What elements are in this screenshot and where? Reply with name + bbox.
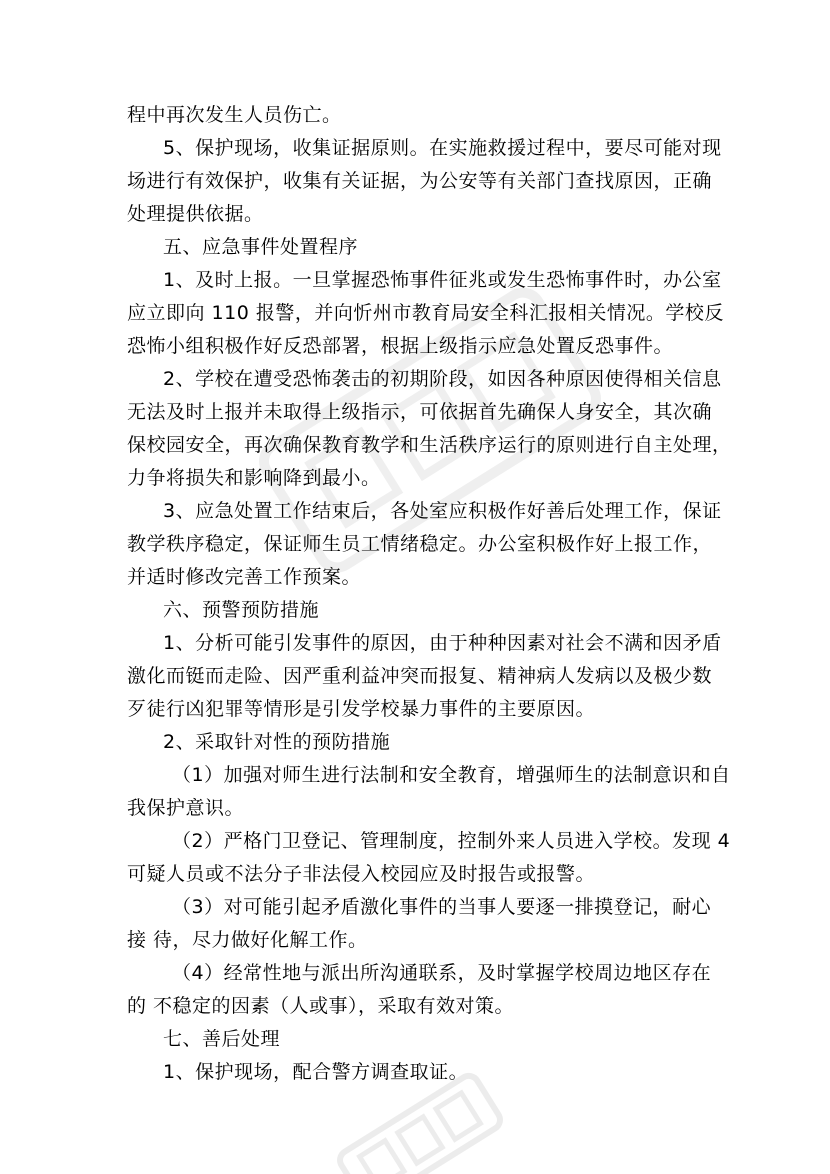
text-line: 的 不稳定的因素（人或事），采取有效对策。 <box>127 995 515 1017</box>
text-line: 2、学校在遭受恐怖袭击的初期阶段，如因各种原因使得相关信息 <box>163 368 722 390</box>
text-line: 激化而铤而走险、因严重利益冲突而报复、精神病人发病以及极少数 <box>127 665 713 687</box>
text-line: 力争将损失和影响降到最小。 <box>127 467 381 489</box>
text-line: （3）对可能引起矛盾激化事件的当事人要逐一排摸登记，耐心 <box>172 896 712 918</box>
section-heading: 七、善后处理 <box>163 1028 281 1050</box>
text-line: 场进行有效保护，收集有关证据，为公安等有关部门查找原因，正确 <box>127 170 713 192</box>
text-line: 程中再次发生人员伤亡。 <box>127 104 342 126</box>
text-line: 恐怖小组积极作好反恐部署，根据上级指示应急处置反恐事件。 <box>127 335 674 357</box>
text-line: 我保护意识。 <box>127 797 245 819</box>
document-body <box>127 99 732 1089</box>
text-line: （1）加强对师生进行法制和安全教育，增强师生的法制意识和自 <box>172 764 731 786</box>
text-line: 1、保护现场，配合警方调查取证。 <box>163 1061 469 1083</box>
text-line: 保校园安全，再次确保教育教学和生活秩序运行的原则进行自主处理， <box>127 434 732 456</box>
text-line: 1、及时上报。一旦掌握恐怖事件征兆或发生恐怖事件时，办公室 <box>163 269 722 291</box>
text-line: （2）严格门卫登记、管理制度，控制外来人员进入学校。发现 4 <box>172 830 731 852</box>
text-line: 教学秩序稳定，保证师生员工情绪稳定。办公室积极作好上报工作， <box>127 533 713 555</box>
text-line: 应立即向 110 报警，并向忻州市教育局安全科汇报相关情况。学校反 <box>127 302 724 324</box>
text-line: 3、应急处置工作结束后，各处室应积极作好善后处理工作，保证 <box>163 500 722 522</box>
section-heading: 六、预警预防措施 <box>163 599 320 621</box>
text-line: 5、保护现场，收集证据原则。在实施救援过程中，要尽可能对现 <box>163 137 722 159</box>
text-line: 处理提供依据。 <box>127 203 264 225</box>
text-line: 歹徒行凶犯罪等情形是引发学校暴力事件的主要原因。 <box>127 698 596 720</box>
text-line: 并适时修改完善工作预案。 <box>127 566 362 588</box>
section-heading: 五、应急事件处置程序 <box>163 236 359 258</box>
text-line: 可疑人员或不法分子非法侵入校园应及时报告或报警。 <box>127 863 596 885</box>
text-line: 无法及时上报并未取得上级指示，可依据首先确保人身安全，其次确 <box>127 401 713 423</box>
text-line: 1、分析可能引发事件的原因，由于种种因素对社会不满和因矛盾 <box>163 632 722 654</box>
text-line: （4）经常性地与派出所沟通联系，及时掌握学校周边地区存在 <box>172 962 712 984</box>
text-line: 接 待，尽力做好化解工作。 <box>127 929 368 951</box>
text-line: 2、采取针对性的预防措施 <box>163 731 391 753</box>
